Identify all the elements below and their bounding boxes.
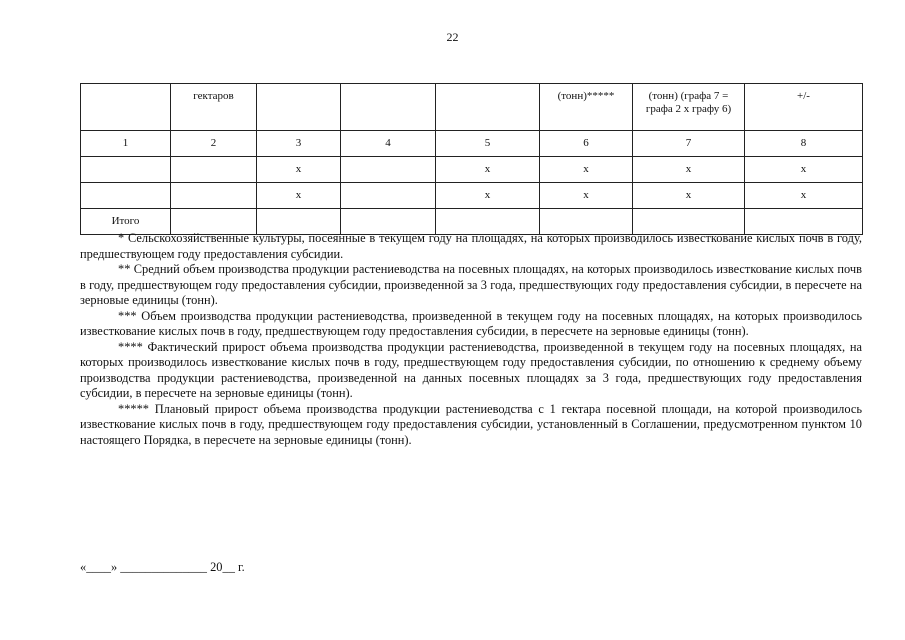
header-cell xyxy=(341,84,436,131)
table-cell xyxy=(171,157,257,183)
column-number: 5 xyxy=(436,131,540,157)
table-cell xyxy=(81,157,171,183)
column-number: 1 xyxy=(81,131,171,157)
table-cell xyxy=(341,157,436,183)
table-cell: x xyxy=(257,157,341,183)
header-cell xyxy=(257,84,341,131)
table-cell: x xyxy=(633,183,745,209)
header-cell xyxy=(436,84,540,131)
column-number: 3 xyxy=(257,131,341,157)
header-cell: (тонн)***** xyxy=(540,84,633,131)
header-cell xyxy=(81,84,171,131)
footnote: ***** Плановый прирост объема производства продукции растениеводства с 1 гектара посевной площади, на которой производилось известкование кислых почв в году, предшествующем году предоставления субсидии, установленный в Соглашении, предусмотренном пунктом 10 настоящего Порядка, в пересчете на зерновые единицы (тонн). xyxy=(80,401,862,447)
date-signature-line: «____» ______________ 20__ г. xyxy=(80,560,245,574)
column-number-row xyxy=(81,131,863,157)
table-cell: x xyxy=(257,183,341,209)
page-number: 22 xyxy=(446,30,459,44)
table-row xyxy=(81,183,863,209)
footnote: **** Фактический прирост объема производства продукции растениеводства, произведенной в текущем году на посевных площадях, на которых производилось известкование кислых почв в году, предшествующем году предоставления субсидии, по отношению к среднему объему производства продукции растениеводства, произведенной на данных посевных площадях за 3 года, предшествующих году предоставления субсидии, в пересчете на зерновые единицы (тонн). xyxy=(80,339,862,400)
table-row xyxy=(81,157,863,183)
column-number: 4 xyxy=(341,131,436,157)
table-cell: x xyxy=(436,157,540,183)
table-cell xyxy=(171,183,257,209)
table-cell: x xyxy=(436,183,540,209)
table-cell xyxy=(341,183,436,209)
footnote: *** Объем производства продукции растениеводства, произведенной в текущем году на посевных площадях, на которых производилось известкование кислых почв в году, предшествующем году предоставления субсидии, в пересчете на зерновые единицы (тонн). xyxy=(80,308,862,338)
table-cell: x xyxy=(633,157,745,183)
header-cell: гектаров xyxy=(171,84,257,131)
column-number: 8 xyxy=(745,131,863,157)
header-cell: +/- xyxy=(745,84,863,131)
column-number: 2 xyxy=(171,131,257,157)
table-header-row xyxy=(81,84,863,131)
footnote: * Сельскохозяйственные культуры, посеянные в текущем году на площадях, на которых производилось известкование кислых почв в году, предшествующем году предоставления субсидии. xyxy=(80,231,862,261)
table-cell xyxy=(81,183,171,209)
total-label: Итого xyxy=(81,209,171,235)
footnote: ** Средний объем производства продукции растениеводства на посевных площадях, на которых производилось известкование кислых почв в году, предшествующем году предоставления субсидии, произведенной за 3 года, предшествующих году предоставления субсидии, в пересчете на зерновые единицы (тонн). xyxy=(80,262,862,307)
footnotes xyxy=(80,231,862,448)
table-cell: x xyxy=(745,157,863,183)
header-cell: (тонн) (графа 7 = графа 2 х графу 6) xyxy=(633,84,745,131)
table-cell: x xyxy=(540,183,633,209)
column-number: 6 xyxy=(540,131,633,157)
column-number: 7 xyxy=(633,131,745,157)
data-table xyxy=(80,83,863,235)
table-cell: x xyxy=(540,157,633,183)
table-cell: x xyxy=(745,183,863,209)
